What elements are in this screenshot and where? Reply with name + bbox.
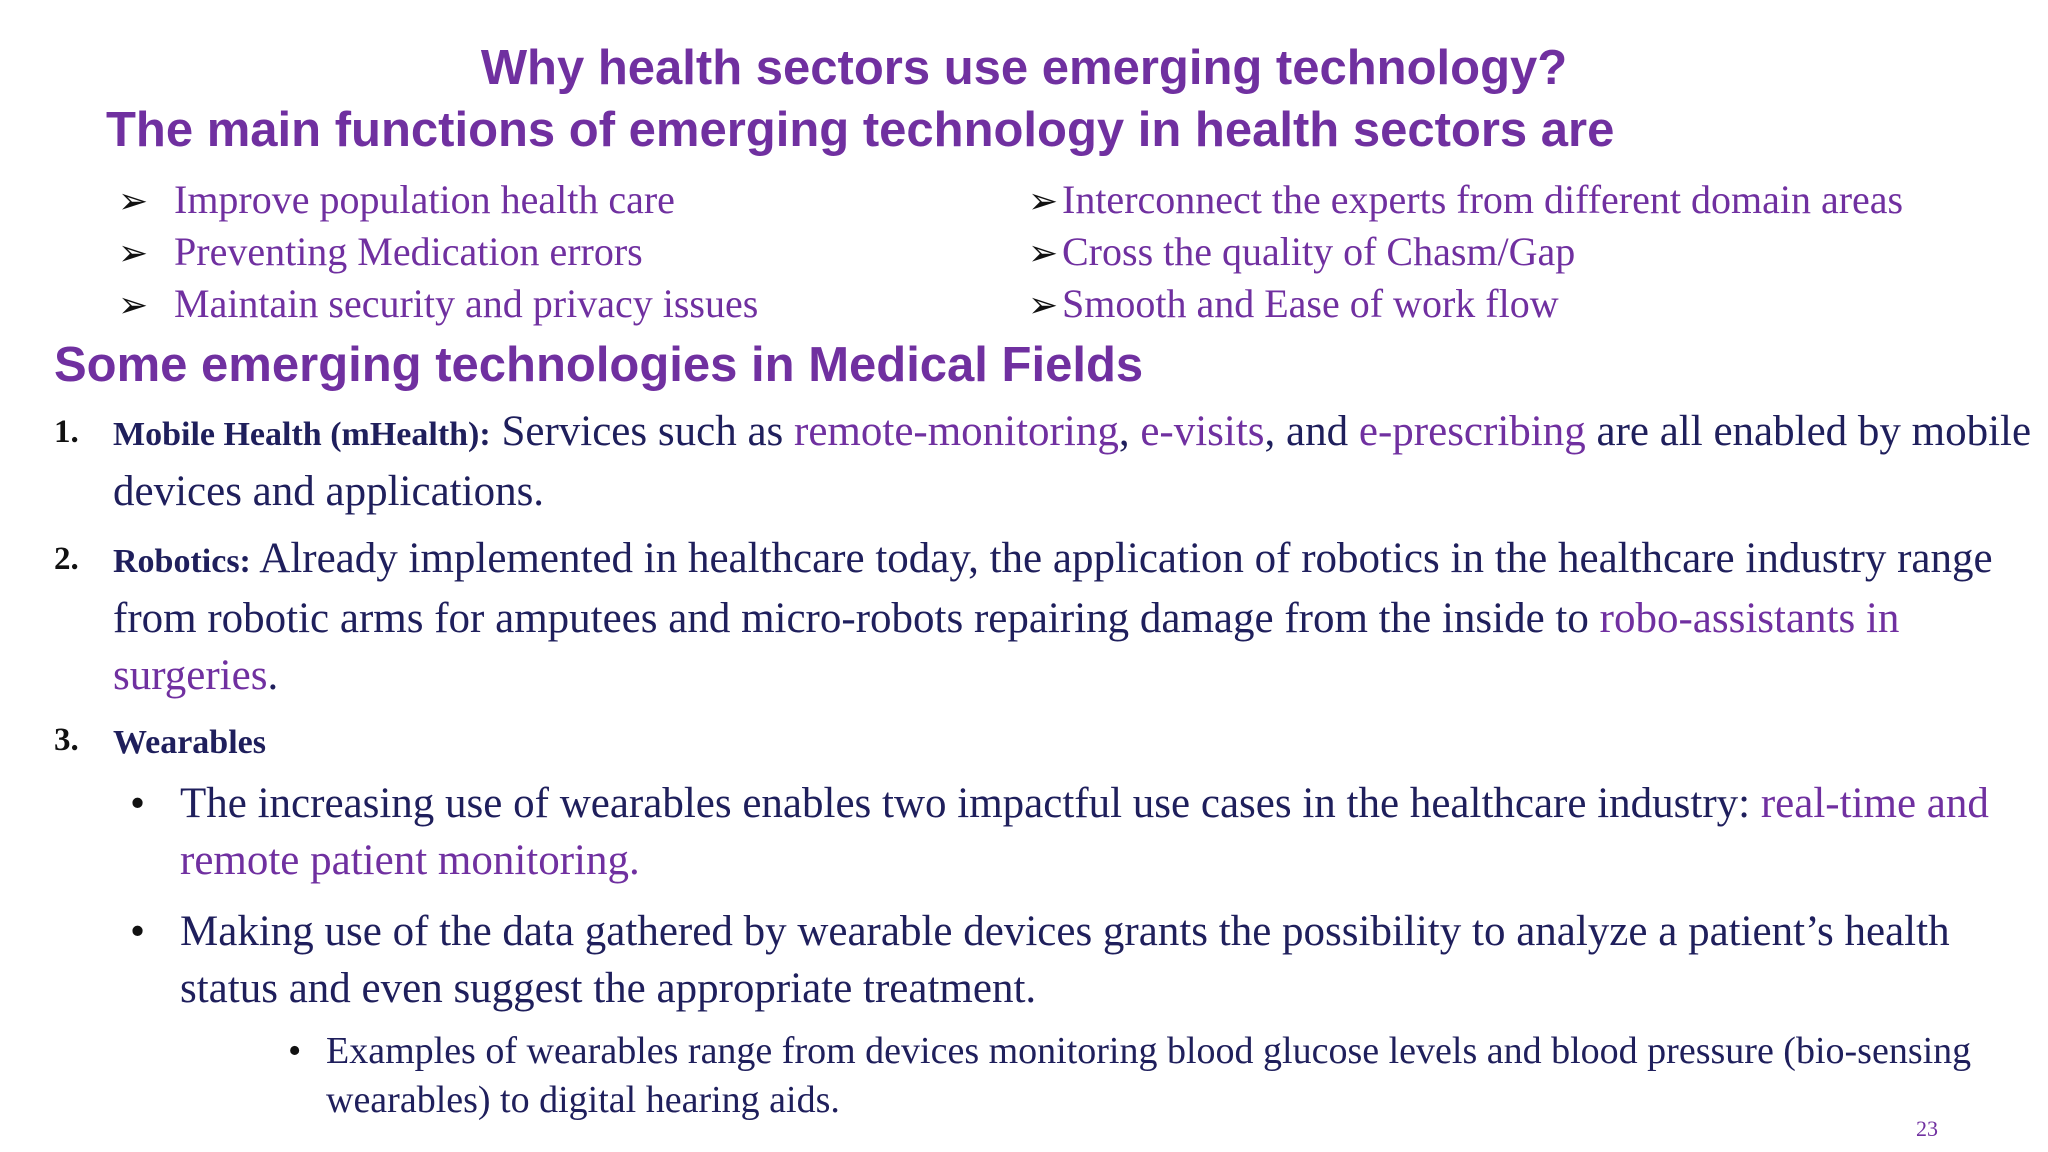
sub-bullet-text: Examples of wearables range from devices monitoring blood glucose levels and blood pressure (bio-sensing wearables) to digital hearing aids. xyxy=(326,1030,1972,1121)
function-item xyxy=(118,278,758,330)
item-label: Robotics: xyxy=(113,543,251,580)
bullet-dot-icon: • xyxy=(130,780,146,827)
arrow-bullet-icon: ➢ xyxy=(118,181,149,221)
numbered-item-mhealth xyxy=(54,403,2044,520)
section-title: Some emerging technologies in Medical Fields xyxy=(54,338,1144,392)
item-text: are all enabled by mobile devices and applications. xyxy=(113,408,2032,515)
function-text: Interconnect the experts from different domain areas xyxy=(1062,177,1904,222)
item-text: Already implemented in healthcare today, the application of robotics in the healthcare industry range from robotic arms for amputees and micro-robots repairing damage from the inside to xyxy=(113,535,1993,642)
function-item xyxy=(1028,174,1903,226)
item-text: , and xyxy=(1264,408,1359,455)
wearables-bullet-1 xyxy=(130,775,2030,889)
function-text: Maintain security and privacy issues xyxy=(174,281,759,326)
function-text: Preventing Medication errors xyxy=(174,229,643,274)
bullet-dot-icon: • xyxy=(288,1030,302,1072)
function-item xyxy=(1028,278,1903,330)
item-number: 1. xyxy=(54,414,79,450)
wearables-sub-bullet xyxy=(288,1027,2046,1125)
bullet-highlight: real-time and remote patient monitoring. xyxy=(180,780,1989,884)
arrow-bullet-icon: ➢ xyxy=(1028,285,1059,325)
bullet-text: The increasing use of wearables enables two impactful use cases in the healthcare industry: xyxy=(180,780,1761,827)
item-highlight: remote-monitoring xyxy=(794,408,1119,455)
numbered-item-robotics xyxy=(54,530,2044,704)
item-text: . xyxy=(267,652,279,699)
item-highlight: robo-assistants in surgeries xyxy=(113,595,1900,699)
functions-right-column xyxy=(1028,174,1903,330)
item-body xyxy=(113,530,2044,704)
item-highlight: e-visits xyxy=(1140,408,1265,455)
page-number: 23 xyxy=(1916,1116,1938,1141)
functions-left-column xyxy=(118,174,758,330)
function-text: Cross the quality of Chasm/Gap xyxy=(1062,229,1576,274)
item-highlight: e-prescribing xyxy=(1358,408,1586,455)
function-item xyxy=(118,174,758,226)
bullet-text: Making use of the data gathered by wearable devices grants the possibility to analyze a patient’s health status and even suggest the appropriate treatment. xyxy=(180,908,1950,1012)
title-line-2: The main functions of emerging technology in health sectors are xyxy=(106,103,1615,157)
item-text: Services such as xyxy=(490,408,795,455)
arrow-bullet-icon: ➢ xyxy=(1028,181,1059,221)
item-label: Wearables xyxy=(113,724,266,761)
numbered-item-wearables xyxy=(54,711,2044,771)
bullet-item xyxy=(130,903,2030,1017)
arrow-bullet-icon: ➢ xyxy=(1028,233,1059,273)
wearables-bullet-2 xyxy=(130,903,2030,1017)
item-number: 2. xyxy=(54,541,79,577)
bullet-item xyxy=(130,775,2030,889)
function-text: Smooth and Ease of work flow xyxy=(1062,281,1559,326)
item-number: 3. xyxy=(54,722,79,758)
arrow-bullet-icon: ➢ xyxy=(118,233,149,273)
arrow-bullet-icon: ➢ xyxy=(118,285,149,325)
function-item xyxy=(118,226,758,278)
item-label: Mobile Health (mHealth): xyxy=(113,416,491,453)
function-item xyxy=(1028,226,1903,278)
title-line-1: Why health sectors use emerging technology? xyxy=(480,41,1568,95)
item-text: , xyxy=(1118,408,1141,455)
function-text: Improve population health care xyxy=(174,177,675,222)
bullet-dot-icon: • xyxy=(130,908,146,955)
item-body xyxy=(113,711,2044,771)
item-body xyxy=(113,403,2044,520)
